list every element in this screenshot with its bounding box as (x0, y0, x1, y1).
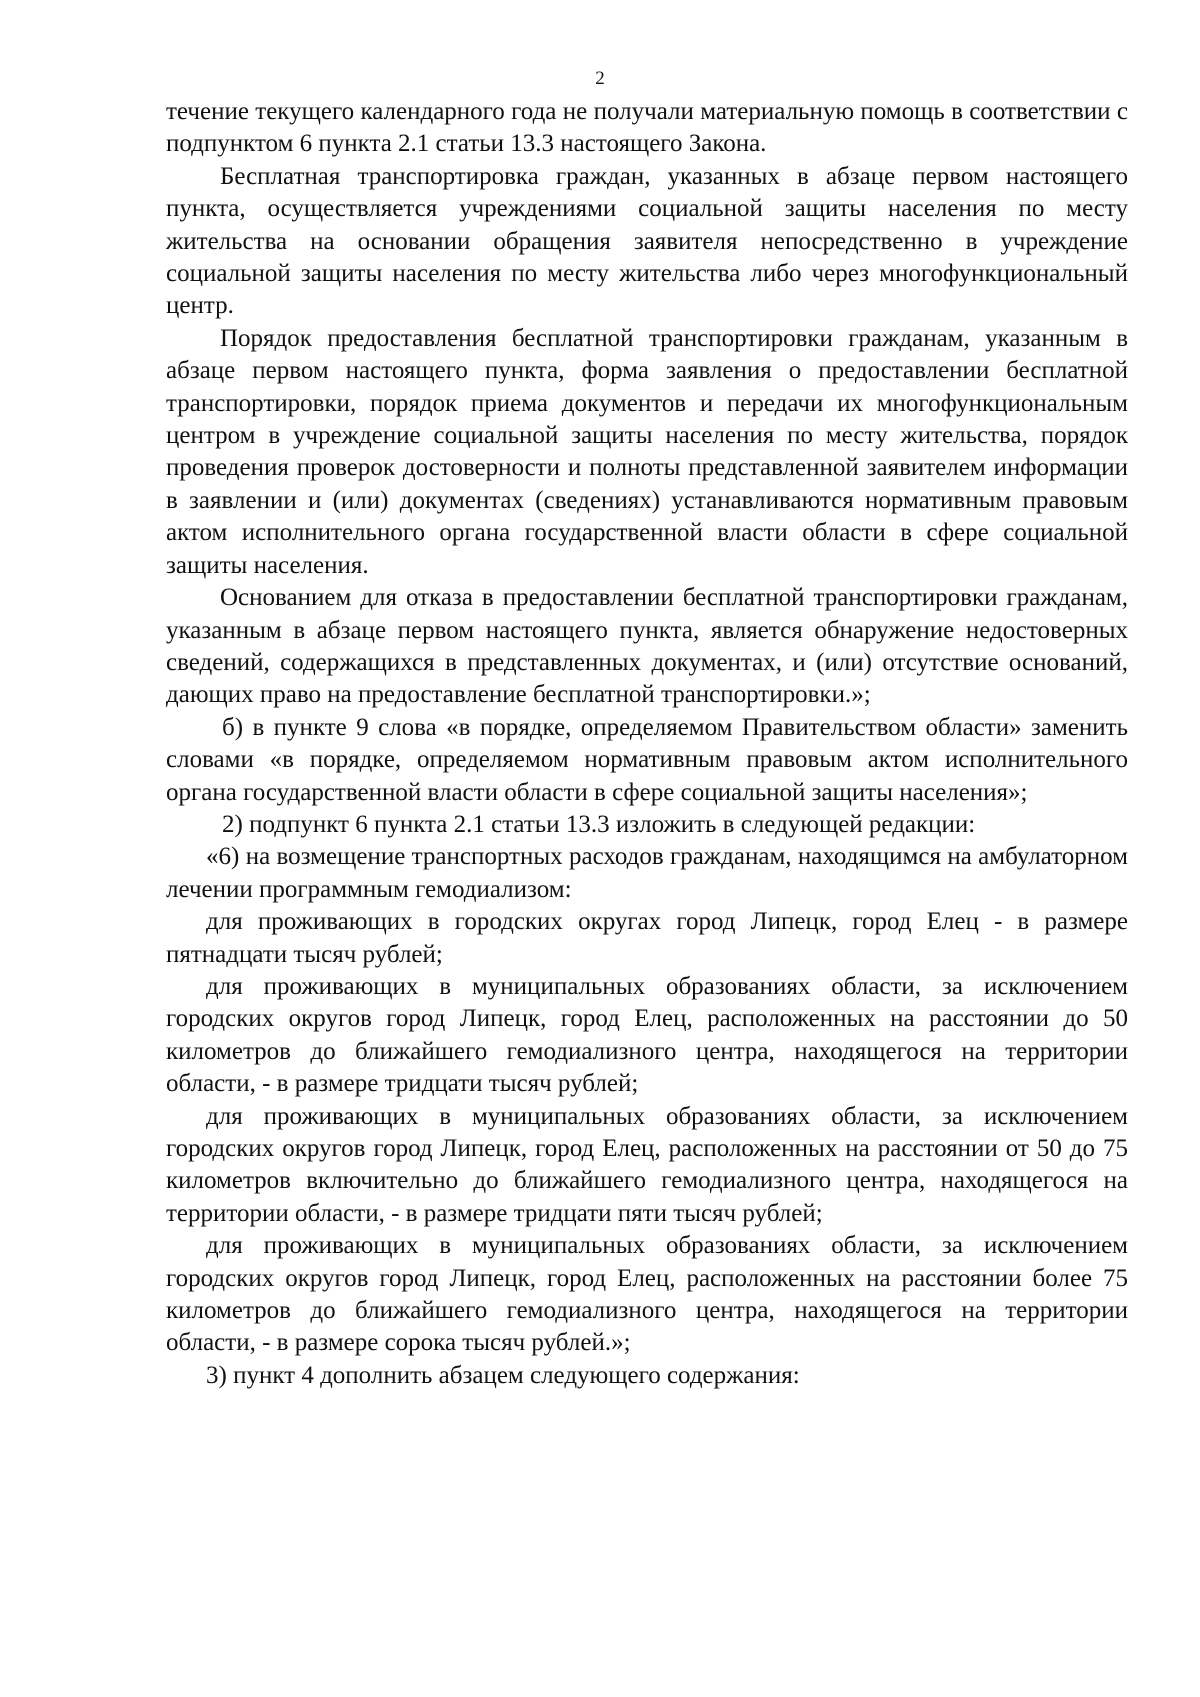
paragraph-item-b: б) в пункте 9 слова «в порядке, определяемом Правительством области» заменить словами «в порядке, определяемом нормативным правовым актом исполнительного органа государственной власти области в сфере социальной защиты населения»; (166, 713, 1128, 806)
paragraph-procedure: Порядок предоставления бесплатной транспортировки гражданам, указанным в абзаце первом настоящего пункта, форма заявления о предоставлении бесплатной транспортировки, порядок приема документов и передачи их многофункциональным центром в учреждение социальной защиты населения по месту жительства, порядок проведения проверок достоверности и полноты представленной заявителем информации в заявлении и (или) документах (сведениях) устанавливаются нормативным правовым актом исполнительного органа государственной власти области в сфере социальной защиты населения. (166, 324, 1128, 579)
paragraph-item-3: 3) пункт 4 дополнить абзацем следующего содержания: (206, 1361, 800, 1389)
paragraph-continuation: течение текущего календарного года не получали материальную помощь в соответствии с подпунктом 6 пункта 2.1 статьи 13.3 настоящего Закона. (166, 98, 1128, 158)
document-body (166, 96, 1128, 1392)
page-number: 2 (595, 68, 605, 89)
paragraph-over-75km: для проживающих в муниципальных образованиях области, за исключением городских округов город Липецк, город Елец, расположенных на расстоянии более 75 километров до ближайшего гемодиализного центра, находящегося на территории области, - в размере сорока тысяч рублей.»; (166, 1232, 1128, 1357)
paragraph-50-to-75km: для проживающих в муниципальных образованиях области, за исключением городских округов город Липецк, город Елец, расположенных на расстоянии от 50 до 75 километров включительно до ближайшего гемодиализного центра, находящегося на территории области, - в размере тридцати пяти тысяч рублей; (166, 1102, 1128, 1227)
paragraph-item-2: 2) подпункт 6 пункта 2.1 статьи 13.3 изложить в следующей редакции: (222, 810, 976, 838)
paragraph-up-to-50km: для проживающих в муниципальных образованиях области, за исключением городских округов город Липецк, город Елец, расположенных на расстоянии до 50 километров до ближайшего гемодиализного центра, находящегося на территории области, - в размере тридцати тысяч рублей; (166, 972, 1128, 1098)
paragraph-free-transport: Бесплатная транспортировка граждан, указанных в абзаце первом настоящего пункта, осуществляется учреждениями социальной защиты населения по месту жительства на основании обращения заявителя непосредственно в учреждение социальной защиты населения по месту жительства либо через многофункциональный центр. (166, 162, 1128, 320)
paragraph-lipetsk-yelets: для проживающих в городских округах город Липецк, город Елец - в размере пятнадцати тысяч рублей; (166, 908, 1128, 968)
paragraph-refusal-grounds: Основанием для отказа в предоставлении бесплатной транспортировки гражданам, указанным в абзаце первом настоящего пункта, является обнаружение недостоверных сведений, содержащихся в представленных документах, и (или) отсутствие оснований, дающих право на предоставление бесплатной транспортировки.»; (166, 584, 1128, 709)
paragraph-subitem-6: «6) на возмещение транспортных расходов гражданам, находящимся на амбулаторном лечении программным гемодиализом: (166, 843, 1128, 903)
